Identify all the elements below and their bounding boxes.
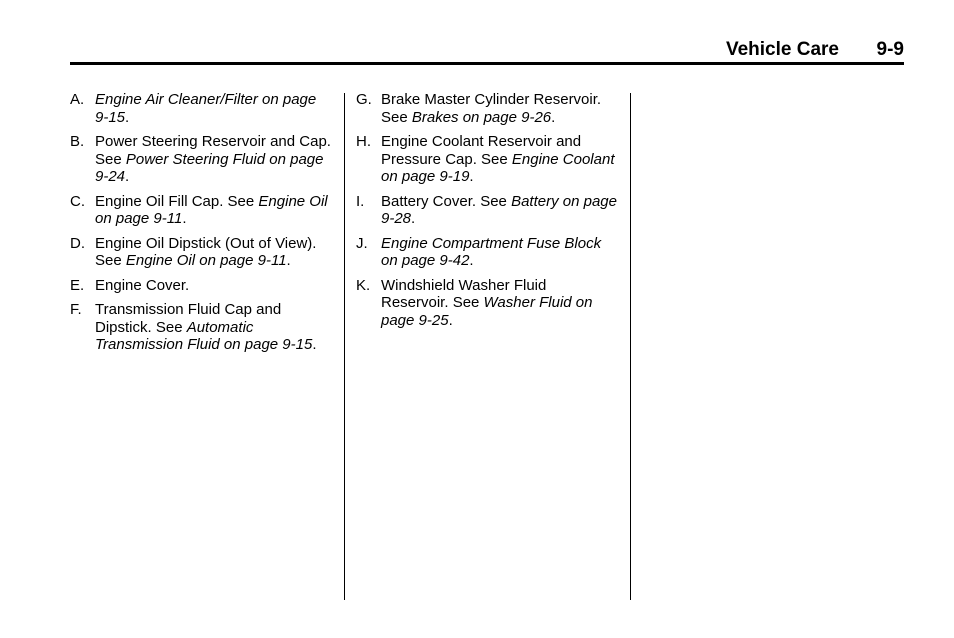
cross-reference: Engine Oil on page 9-11 <box>125 252 287 269</box>
list-item <box>70 301 332 354</box>
list-item <box>356 277 618 330</box>
item-letter: J. <box>356 234 368 252</box>
item-text <box>95 235 316 270</box>
item-text-part: Engine Oil Dipstick (Out of View). See <box>95 234 317 269</box>
list-item <box>356 235 618 270</box>
cross-reference: Engine Oil on page 9-11 <box>95 192 328 227</box>
item-text-part: . <box>125 168 130 185</box>
item-letter: C. <box>70 192 85 210</box>
cross-reference: Engine Compartment Fuse Block on page 9-42 <box>381 234 602 269</box>
item-text-part: Engine Cover. <box>95 276 190 294</box>
item-text-part: Engine Oil Fill Cap. See <box>95 192 259 210</box>
item-text-part: . <box>469 252 474 269</box>
item-text-part: Windshield Washer Fluid Reservoir. See <box>381 276 547 311</box>
item-text <box>381 91 601 126</box>
item-letter: D. <box>70 234 85 252</box>
item-text <box>381 133 614 185</box>
cross-reference: Automatic Transmission Fluid on page 9-15 <box>95 318 313 353</box>
page-number: 9-9 <box>876 39 904 60</box>
item-letter: K. <box>356 276 371 294</box>
item-text-part: . <box>312 336 317 353</box>
cross-reference: Engine Coolant on page 9-19 <box>381 150 615 185</box>
item-text-part: Brake Master Cylinder Reservoir. See <box>381 91 602 126</box>
cross-reference: Power Steering Fluid on page 9-24 <box>95 150 324 185</box>
list-item <box>70 277 332 295</box>
item-letter: A. <box>70 91 85 108</box>
item-text-part: Engine Coolant Reservoir and Pressure Cap. See <box>381 133 582 168</box>
item-letter: E. <box>70 276 85 294</box>
item-letter: F. <box>70 301 82 318</box>
list-item <box>70 91 332 126</box>
item-text <box>381 277 593 329</box>
item-letter: H. <box>356 133 371 150</box>
column-2 <box>356 91 618 336</box>
item-text-part: . <box>182 210 187 227</box>
item-text-part: Power Steering Reservoir and Cap. See <box>95 133 331 168</box>
item-text <box>381 193 617 228</box>
column-divider-2 <box>630 93 631 600</box>
item-text <box>381 235 601 270</box>
cross-reference: Brakes on page 9-26 <box>411 108 552 126</box>
cross-reference: Engine Air Cleaner/Filter on page 9-15 <box>95 91 317 126</box>
item-text-part: Transmission Fluid Cap and Dipstick. See <box>95 301 282 336</box>
column-1 <box>70 91 332 361</box>
page-header <box>70 38 904 62</box>
item-text-part: . <box>125 108 130 126</box>
item-text-part: Battery Cover. See <box>381 192 512 210</box>
item-text <box>95 277 189 294</box>
item-text-part: . <box>286 252 291 269</box>
item-text <box>95 133 331 185</box>
list-item <box>70 193 332 228</box>
list-item <box>356 133 618 186</box>
item-text <box>95 91 316 126</box>
list-item <box>356 193 618 228</box>
cross-reference: Washer Fluid on page 9-25 <box>381 294 593 329</box>
item-text <box>95 301 317 353</box>
item-text-part: . <box>448 311 453 329</box>
list-item <box>70 235 332 270</box>
item-letter: B. <box>70 133 85 150</box>
list-item <box>356 91 618 126</box>
item-letter: I. <box>356 192 365 210</box>
item-text <box>95 193 328 228</box>
item-text-part: . <box>411 210 416 227</box>
item-text-part: . <box>551 108 556 126</box>
section-title: Vehicle Care <box>725 39 839 60</box>
column-divider-1 <box>344 93 345 600</box>
cross-reference: Battery on page 9-28 <box>381 192 617 227</box>
item-letter: G. <box>356 91 372 108</box>
header-rule <box>70 62 904 65</box>
item-text-part: . <box>469 168 474 185</box>
list-item <box>70 133 332 186</box>
